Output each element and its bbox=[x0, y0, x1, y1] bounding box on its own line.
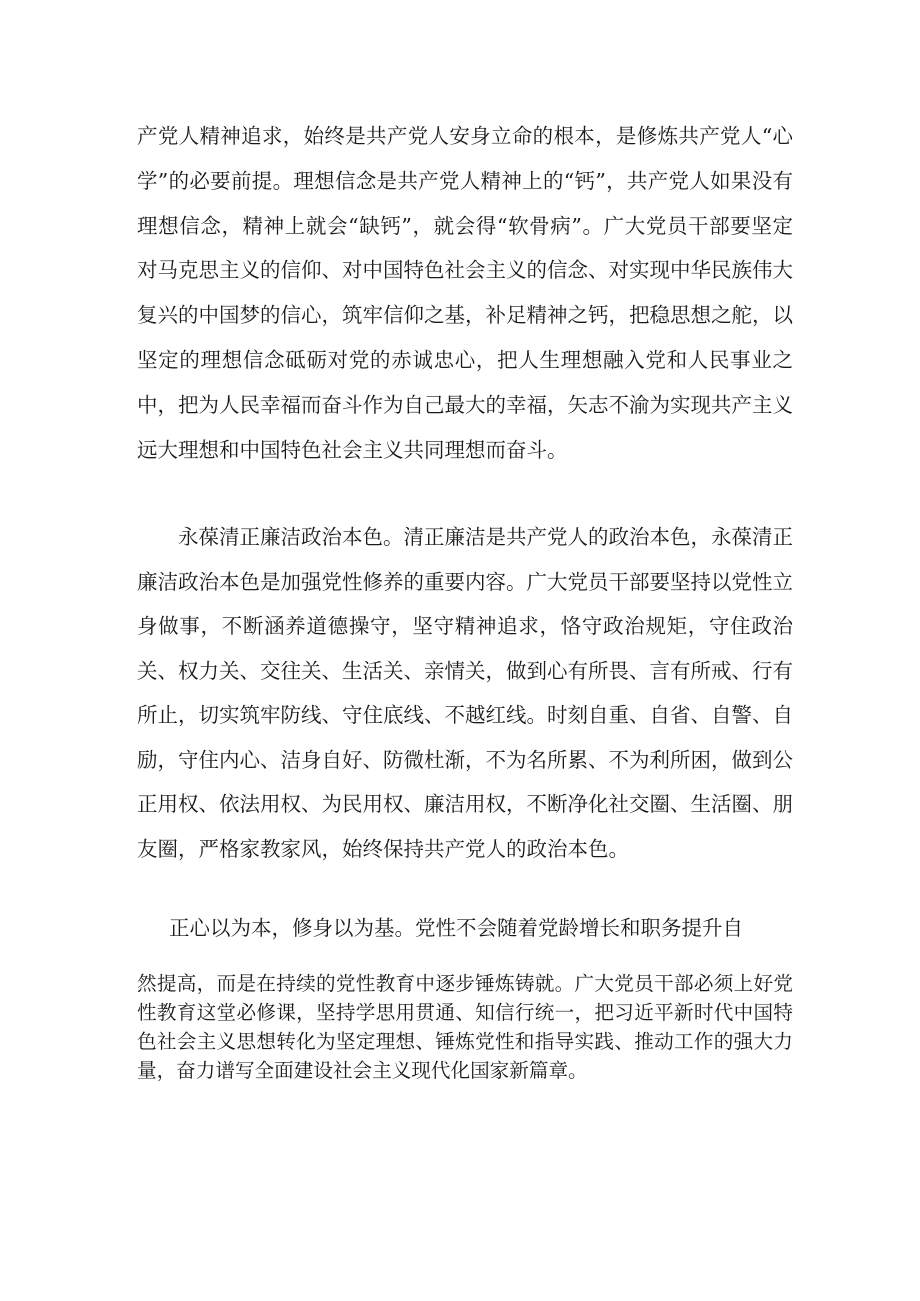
paragraph-self-cultivation-continued: 然提高，而是在持续的党性教育中逐步锤炼铸就。广大党员干部必须上好党性教育这堂必修课，坚持学思用贯通、知信行统一，把习近平新时代中国特色社会主义思想转化为坚定理想、锤炼党性和指导实践、推动工作的强大力量，奋力谱写全面建设社会主义现代化国家新篇章。 bbox=[137, 972, 793, 1082]
paragraph-ideals-and-beliefs: 产党人精神追求，始终是共产党人安身立命的根本，是修炼共产党人“心学”的必要前提。理想信念是共产党人精神上的“钙”，共产党人如果没有理想信念，精神上就会“缺钙”，就会得“软骨病”。广大党员干部要坚定对马克思主义的信仰、对中国特色社会主义的信念、对实现中华民族伟大复兴的中国梦的信心，筑牢信仰之基，补足精神之钙，把稳思想之舵，以坚定的理想信念砥砺对党的赤诚忠心，把人生理想融入党和人民事业之中，把为人民幸福而奋斗作为自己最大的幸福，矢志不渝为实现共产主义远大理想和中国特色社会主义共同理想而奋斗。 bbox=[137, 124, 793, 462]
paragraph-self-cultivation-opening: 正心以为本，修身以为基。党性不会随着党龄增长和职务提升自 bbox=[169, 916, 743, 940]
paragraph-integrity: 永葆清正廉洁政治本色。清正廉洁是共产党人的政治本色，永葆清正廉洁政治本色是加强党性修养的重要内容。广大党员干部要坚持以党性立身做事，不断涵养道德操守，坚守精神追求，恪守政治规矩，守住政治关、权力关、交往关、生活关、亲情关，做到心有所畏、言有所戒、行有所止，切实筑牢防线、守住底线、不越红线。时刻自重、自省、自警、自励，守住内心、洁身自好、防微杜渐，不为名所累、不为利所困，做到公正用权、依法用权、为民用权、廉洁用权，不断净化社交圈、生活圈、朋友圈，严格家教家风，始终保持共产党人的政治本色。 bbox=[137, 525, 793, 861]
